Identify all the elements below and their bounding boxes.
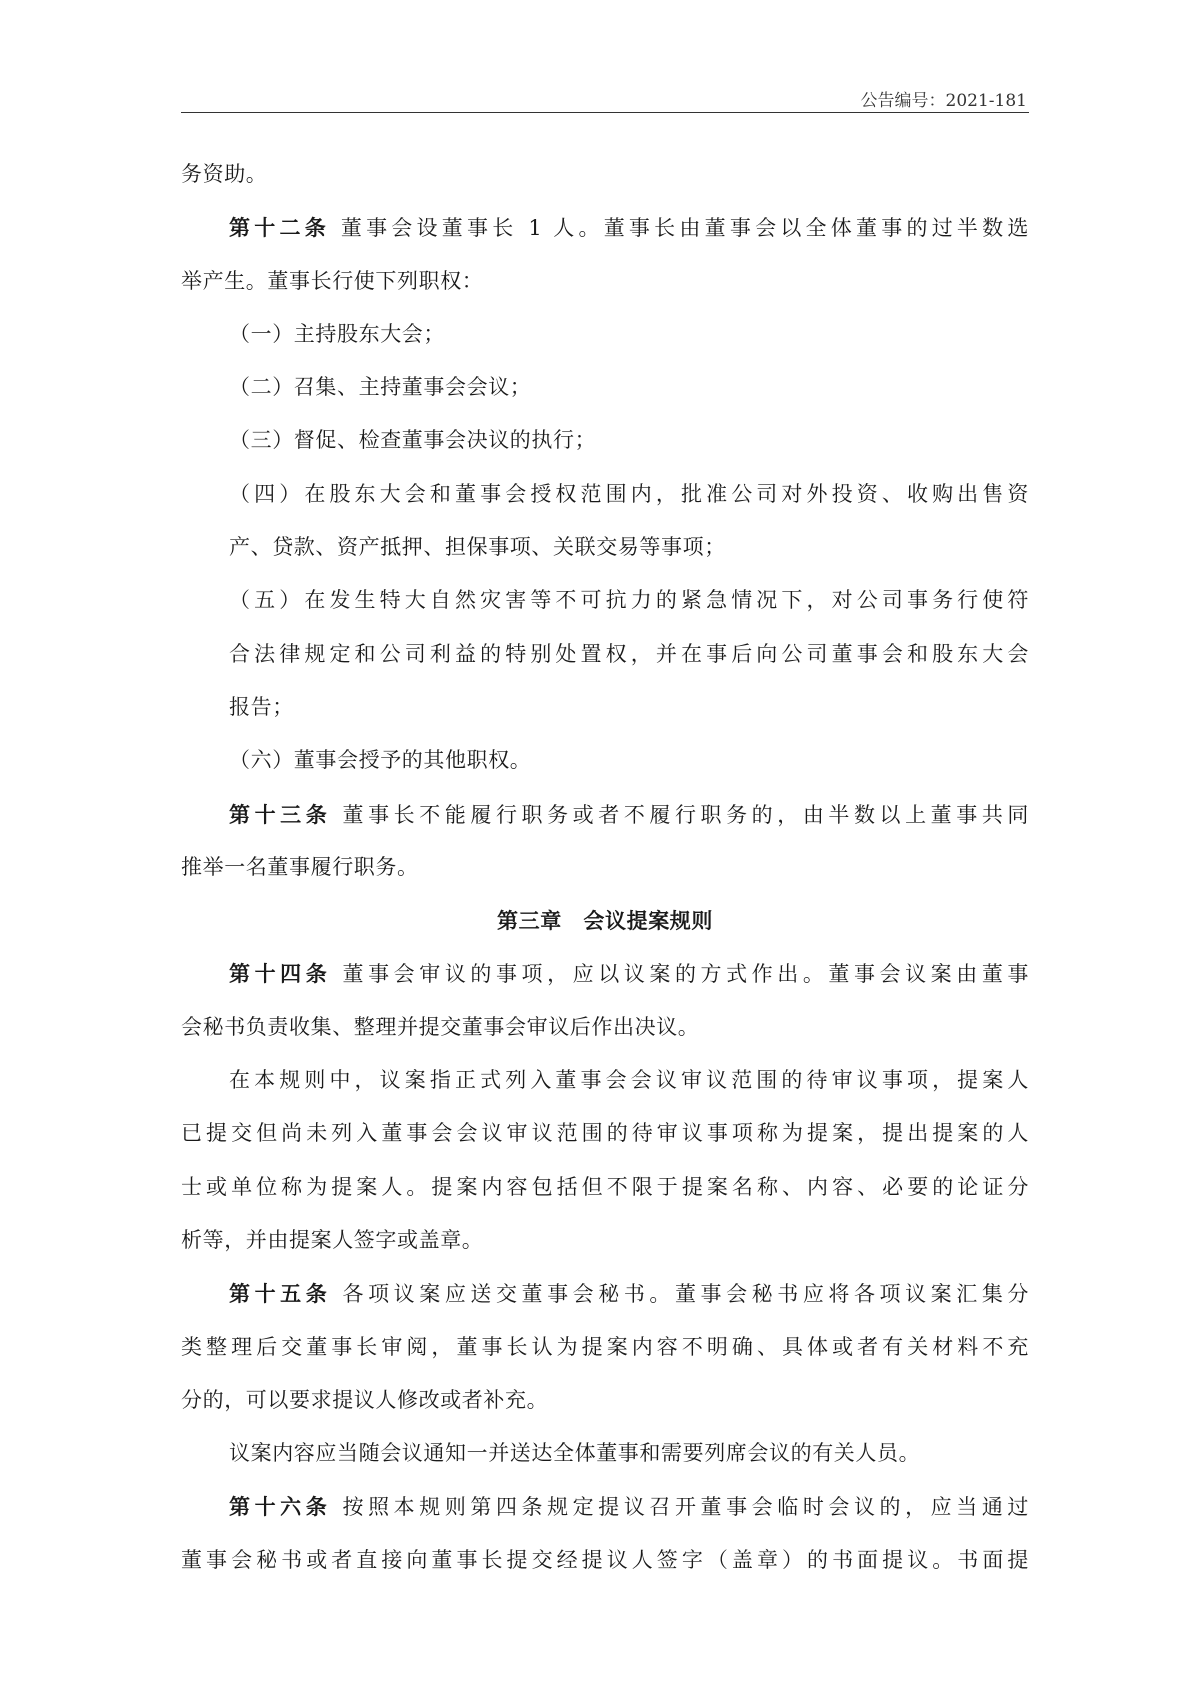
text-line: [181, 1054, 1029, 1107]
line-text: 已提交但尚未列入董事会会议审议范围的待审议事项称为提案，提出提案的人: [181, 1121, 1029, 1146]
article-number: 第十六条: [229, 1494, 332, 1520]
text-line: [181, 255, 1029, 308]
text-line: [181, 1107, 1029, 1160]
text-line: [181, 521, 1029, 574]
text-line: [181, 148, 1029, 201]
line-text: 议案内容应当随会议通知一并送达全体董事和需要列席会议的有关人员。: [229, 1441, 921, 1466]
article-number: 第三章 会议提案规则: [497, 908, 713, 934]
line-text: （五）在发生特大自然灾害等不可抗力的紧急情况下，对公司事务行使符: [229, 588, 1029, 613]
line-text: 分的，可以要求提议人修改或者补充。: [181, 1387, 549, 1412]
line-text: 类整理后交董事长审阅，董事长认为提案内容不明确、具体或者有关材料不充: [181, 1334, 1029, 1359]
line-text: 在本规则中，议案指正式列入董事会会议审议范围的待审议事项，提案人: [229, 1068, 1029, 1093]
line-text: （二）召集、主持董事会会议；: [229, 375, 532, 400]
line-text: （四）在股东大会和董事会授权范围内，批准公司对外投资、收购出售资: [229, 481, 1029, 506]
line-text: （一）主持股东大会；: [229, 321, 445, 346]
line-text: 合法律规定和公司利益的特别处置权，并在事后向公司董事会和股东大会: [229, 641, 1029, 666]
line-text: 董事会审议的事项，应以议案的方式作出。董事会议案由董事: [331, 962, 1029, 987]
text-line: [181, 1534, 1029, 1587]
line-text: （三）督促、检查董事会决议的执行；: [229, 428, 597, 453]
article-number: 第十二条: [229, 215, 330, 241]
line-text: 报告；: [229, 694, 294, 719]
article-number: 第十四条: [229, 961, 332, 987]
chapter-heading: [181, 894, 1029, 947]
text-line: [181, 681, 1029, 734]
text-line: [181, 468, 1029, 521]
text-line: [181, 1267, 1029, 1320]
line-text: 董事长不能履行职务或者不履行职务的，由半数以上董事共同: [331, 802, 1029, 827]
text-line: [181, 414, 1029, 467]
line-text: 董事会秘书或者直接向董事长提交经提议人签字（盖章）的书面提议。书面提: [181, 1547, 1029, 1572]
line-text: 务资助。: [181, 162, 268, 186]
text-line: [181, 734, 1029, 787]
text-line: [181, 947, 1029, 1000]
line-text: 推举一名董事履行职务。: [181, 854, 419, 879]
line-text: 会秘书负责收集、整理并提交董事会审议后作出决议。: [181, 1014, 700, 1039]
header-divider: [181, 112, 1029, 113]
line-text: 各项议案应送交董事会秘书。董事会秘书应将各项议案汇集分: [331, 1282, 1029, 1307]
text-line: [181, 1214, 1029, 1267]
text-line: [181, 841, 1029, 894]
line-text: （六）董事会授予的其他职权。: [229, 748, 532, 773]
document-body: [181, 148, 1029, 1587]
text-line: [181, 201, 1029, 254]
line-text: 举产生。董事长行使下列职权：: [181, 268, 484, 293]
line-text: 按照本规则第四条规定提议召开董事会临时会议的，应当通过: [331, 1495, 1029, 1520]
text-line: [181, 1161, 1029, 1214]
text-line: [181, 1427, 1029, 1480]
text-line: [181, 574, 1029, 627]
text-line: [181, 361, 1029, 414]
line-text: 产、贷款、资产抵押、担保事项、关联交易等事项；: [229, 535, 726, 560]
text-line: [181, 1480, 1029, 1533]
text-line: [181, 788, 1029, 841]
line-text: 董事会设董事长 1 人。董事长由董事会以全体董事的过半数选: [329, 216, 1029, 241]
text-line: [181, 308, 1029, 361]
article-number: 第十五条: [229, 1281, 332, 1307]
text-line: [181, 1321, 1029, 1374]
announcement-number: 公告编号：2021-181: [860, 91, 1027, 111]
article-number: 第十三条: [229, 801, 332, 827]
text-line: [181, 1001, 1029, 1054]
line-text: 士或单位称为提案人。提案内容包括但不限于提案名称、内容、必要的论证分: [181, 1174, 1029, 1199]
line-text: 析等，并由提案人签字或盖章。: [181, 1227, 484, 1252]
text-line: [181, 628, 1029, 681]
text-line: [181, 1374, 1029, 1427]
